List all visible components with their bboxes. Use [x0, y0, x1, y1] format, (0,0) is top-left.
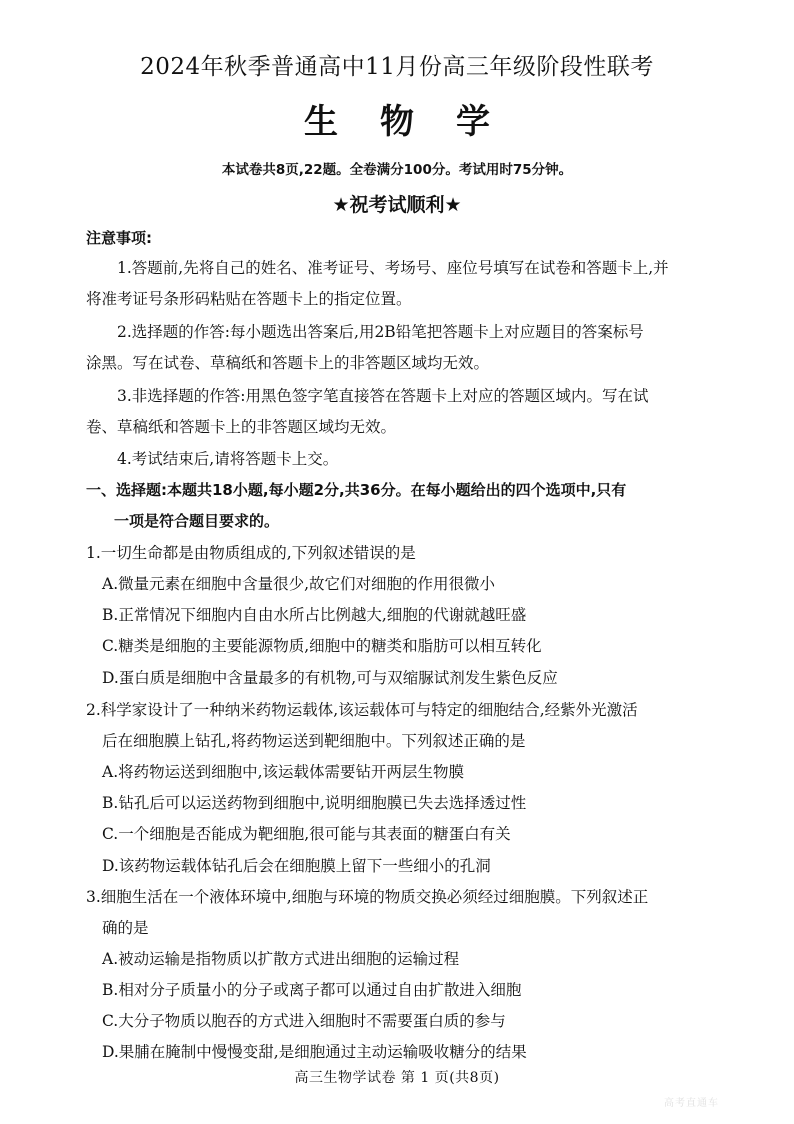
note-1-line-1: 1.答题前,先将自己的姓名、准考证号、考场号、座位号填写在试卷和答题卡上,并	[117, 259, 669, 277]
question-3-option-d: D.果脯在腌制中慢慢变甜,是细胞通过主动运输吸收糖分的结果	[102, 1043, 527, 1061]
question-3-option-c: C.大分子物质以胞吞的方式进入细胞时不需要蛋白质的参与	[102, 1012, 506, 1030]
question-1-option-b: B.正常情况下细胞内自由水所占比例越大,细胞的代谢就越旺盛	[102, 606, 527, 624]
question-2-option-c: C.一个细胞是否能成为靶细胞,很可能与其表面的糖蛋白有关	[102, 825, 511, 843]
question-3-option-b: B.相对分子质量小的分子或离子都可以通过自由扩散进入细胞	[102, 981, 522, 999]
question-1-option-c: C.糖类是细胞的主要能源物质,细胞中的糖类和脂肪可以相互转化	[102, 637, 542, 655]
question-1-option-a: A.微量元素在细胞中含量很少,故它们对细胞的作用很微小	[102, 575, 496, 593]
note-2-line-2: 涂黑。写在试卷、草稿纸和答题卡上的非答题区域均无效。	[86, 354, 490, 372]
question-2-option-d: D.该药物运载体钻孔后会在细胞膜上留下一些细小的孔洞	[102, 857, 491, 875]
note-4-line-1: 4.考试结束后,请将答题卡上交。	[117, 450, 339, 468]
question-2-option-a: A.将药物运送到细胞中,该运载体需要钻开两层生物膜	[102, 763, 465, 781]
note-3-line-2: 卷、草稿纸和答题卡上的非答题区域均无效。	[86, 418, 397, 436]
question-2-stem-line-2: 后在细胞膜上钻孔,将药物运送到靶细胞中。下列叙述正确的是	[102, 732, 526, 750]
question-1-stem: 1.一切生命都是由物质组成的,下列叙述错误的是	[86, 544, 416, 562]
question-3-stem-line-1: 3.细胞生活在一个液体环境中,细胞与环境的物质交换必须经过细胞膜。下列叙述正	[86, 888, 649, 906]
notes-heading: 注意事项:	[86, 229, 152, 247]
page-footer: 高三生物学试卷 第 1 页(共8页)	[294, 1070, 500, 1086]
question-2-option-b: B.钻孔后可以运送药物到细胞中,说明细胞膜已失去选择透过性	[102, 794, 527, 812]
section-heading-line-2: 一项是符合题目要求的。	[114, 512, 280, 530]
question-2-stem-line-1: 2.科学家设计了一种纳米药物运载体,该运载体可与特定的细胞结合,经紫外光激活	[86, 701, 638, 719]
note-3-line-1: 3.非选择题的作答:用黑色签字笔直接答在答题卡上对应的答题区域内。写在试	[117, 387, 649, 405]
question-1-option-d: D.蛋白质是细胞中含量最多的有机物,可与双缩脲试剂发生紫色反应	[102, 669, 558, 687]
blessing-banner: ★祝考试顺利★	[332, 194, 462, 216]
exam-title: 2024年秋季普通高中11月份高三年级阶段性联考	[140, 54, 654, 80]
subject-title: 生物学	[304, 102, 532, 142]
question-3-stem-line-2: 确的是	[102, 919, 149, 937]
exam-info: 本试卷共8页,22题。全卷满分100分。考试用时75分钟。	[221, 162, 573, 178]
note-2-line-1: 2.选择题的作答:每小题选出答案后,用2B铅笔把答题卡上对应题目的答案标号	[117, 323, 644, 341]
section-heading-line-1: 一、选择题:本题共18小题,每小题2分,共36分。在每小题给出的四个选项中,只有	[86, 481, 627, 499]
question-3-option-a: A.被动运输是指物质以扩散方式进出细胞的运输过程	[102, 950, 460, 968]
watermark: 高考直通车	[664, 1098, 719, 1109]
note-1-line-2: 将准考证号条形码粘贴在答题卡上的指定位置。	[86, 290, 412, 308]
